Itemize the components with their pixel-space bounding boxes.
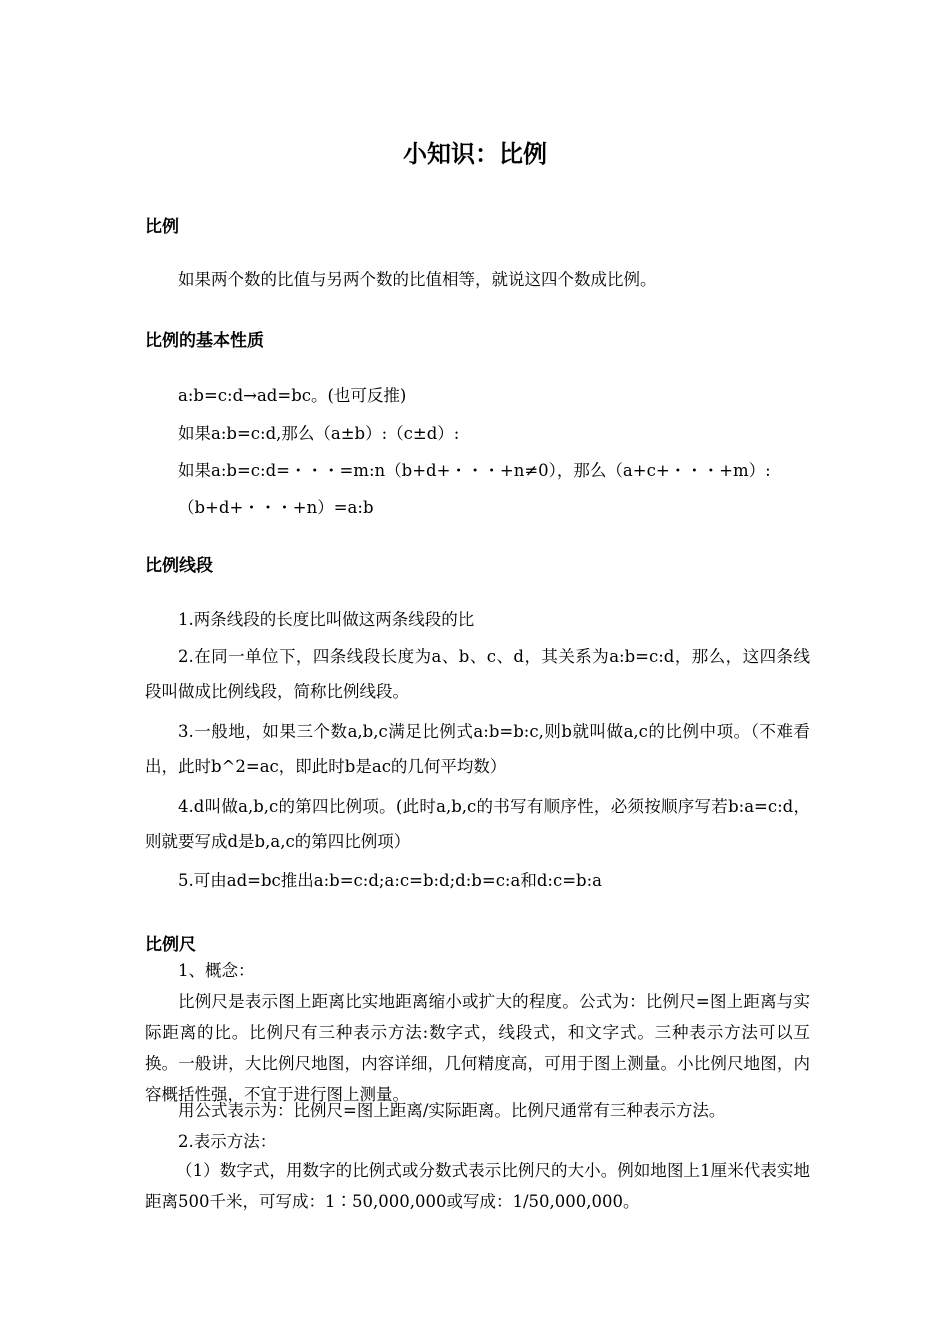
scale-subheading-concept: 1、概念： [178,961,255,980]
scale-subheading-methods: 2.表示方法： [178,1132,277,1151]
scale-paragraph-3: （1）数字式，用数字的比例式或分数式表示比例尺的大小。例如地图上1厘米代表实地距离500千米，可写成：1∶50,000,000或写成：1/50,000,000。 [145,1161,810,1211]
segment-item-2: 2.在同一单位下，四条线段长度为a、b、c、d，其关系为a:b=c:d，那么，这四条线段叫做成比例线段，简称比例线段。 [145,647,810,701]
segment-item-4: 4.d叫做a,b,c的第四比例项。(此时a,b,c的书写有顺序性，必须按顺序写若b:a=c:d，则就要写成d是b,a,c的第四比例项） [145,797,810,851]
scale-paragraph-1: 比例尺是表示图上距离比实地距离缩小或扩大的程度。公式为：比例尺=图上距离与实际距离的比。比例尺有三种表示方法:数字式，线段式，和文字式。三种表示方法可以互换。一般讲，大比例尺地图，内容详细，几何精度高，可用于图上测量。小比例尺地图，内容概括性强，不宜于进行图上测量。 [145,992,810,1104]
proportion-definition: 如果两个数的比值与另两个数的比值相等，就说这四个数成比例。 [178,270,657,289]
segment-item-5: 5.可由ad=bc推出a:b=c:d;a:c=b:d;d:b=c:a和d:c=b:a [178,871,602,890]
segment-item-1: 1.两条线段的长度比叫做这两条线段的比 [178,610,475,629]
segment-item-3: 3.一般地，如果三个数a,b,c满足比例式a:b=b:c,则b就叫做a,c的比例中项。（不难看出，此时b^2=ac，即此时b是ac的几何平均数） [145,722,810,776]
heading-proportion: 比例 [145,217,179,237]
page-title: 小知识：比例 [403,140,547,168]
property-line-2: 如果a:b=c:d,那么（a±b）:（c±d）: [178,424,460,443]
property-line-1: a:b=c:d→ad=bc。(也可反推) [178,386,407,405]
property-line-3: 如果a:b=c:d=・・・=m:n（b+d+・・・+n≠0），那么（a+c+・・・+m）: [178,461,771,480]
heading-scale: 比例尺 [145,935,196,955]
property-line-4: （b+d+・・・+n）=a:b [178,498,374,517]
heading-segments: 比例线段 [145,556,213,576]
heading-basic-properties: 比例的基本性质 [145,331,264,351]
scale-paragraph-2: 用公式表示为：比例尺=图上距离/实际距离。比例尺通常有三种表示方法。 [178,1101,726,1120]
